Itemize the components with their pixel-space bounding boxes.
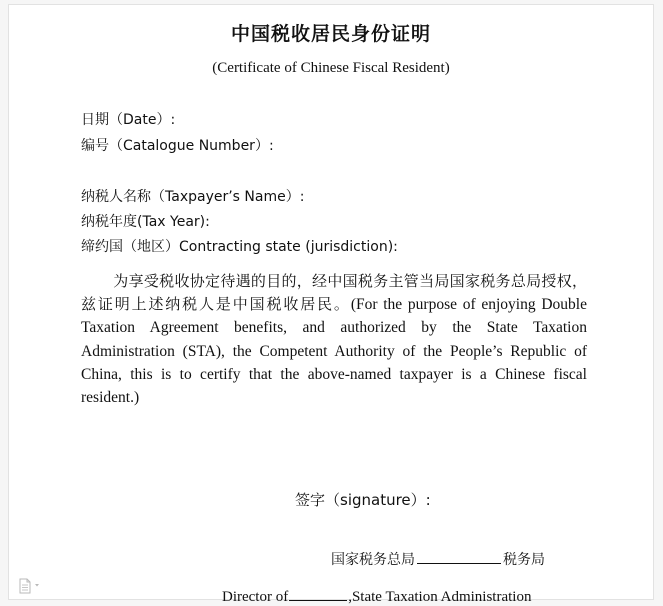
- director-line: [222, 586, 531, 606]
- director-prefix: Director of: [222, 589, 289, 605]
- director-blank: [289, 586, 347, 601]
- taxpayer-name-field: 纳税人名称（Taxpayer’s Name）:: [81, 189, 305, 205]
- tax-year-field: 纳税年度(Tax Year):: [81, 214, 210, 230]
- document-title: 中国税收居民身份证明: [230, 23, 431, 45]
- certification-statement: [81, 270, 587, 409]
- document-subtitle: (Certificate of Chinese Fiscal Resident): [212, 60, 450, 76]
- document-page: [8, 4, 654, 605]
- contracting-state-field: 缔约国（地区）Contracting state (jurisdiction):: [81, 239, 398, 255]
- bureau-blank: [417, 549, 501, 564]
- document-icon[interactable]: [18, 578, 44, 594]
- date-field: 日期（Date）:: [81, 112, 176, 128]
- director-suffix: ,State Taxation Administration: [348, 589, 532, 605]
- bureau-line: [331, 549, 545, 569]
- document-dropdown-icon: [18, 578, 44, 594]
- signature-label: 签字（signature）:: [295, 491, 431, 509]
- statement-chinese: 为享受税收协定待遇的目的，经中国税务主管当局国家税务总局授权，兹证明上述纳税人是中国税收居民。: [81, 272, 587, 314]
- bureau-prefix: 国家税务总局: [331, 552, 415, 568]
- bureau-suffix: 税务局: [503, 552, 545, 568]
- statement-english: (For the purpose of enjoying Double Taxation Agreement benefits, and authorized by the State Taxation Administration (STA), the Competent Authority of the People’s Republic of China, this is to certify that the above-named taxpayer is a Chinese fiscal resident.): [81, 296, 587, 407]
- catalogue-number-field: 编号（Catalogue Number）:: [81, 138, 274, 154]
